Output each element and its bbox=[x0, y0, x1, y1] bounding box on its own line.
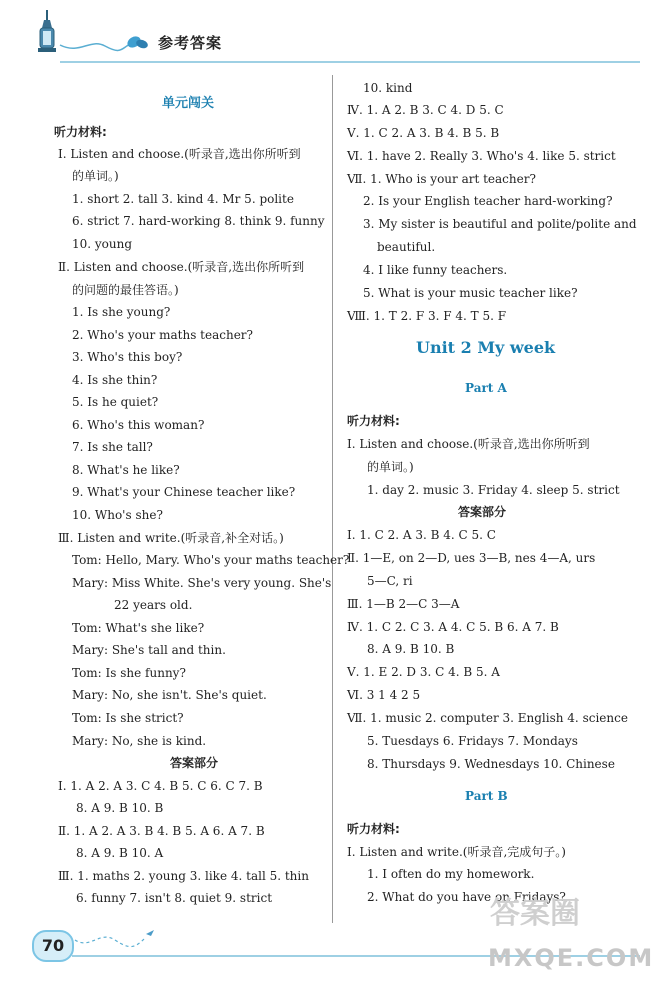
text-line: Mary: Miss White. She's very young. She's bbox=[72, 576, 332, 590]
answer-line: Ⅳ. 1. C 2. C 3. A 4. C 5. B 6. A 7. B bbox=[347, 620, 559, 634]
text-line: Ⅰ. Listen and choose.(听录音,选出你所听到 bbox=[58, 147, 301, 161]
butterfly-icon bbox=[125, 34, 149, 50]
answer-line: 8. A 9. B 10. B bbox=[367, 642, 455, 656]
answer-line: 5—C, ri bbox=[367, 574, 413, 588]
page-number: 70 bbox=[32, 930, 74, 962]
answer-line: Ⅰ. 1. A 2. A 3. C 4. B 5. C 6. C 7. B bbox=[58, 779, 263, 793]
text-line: 的问题的最佳答语。) bbox=[72, 283, 179, 297]
text-line: 2. What do you have on Fridays? bbox=[367, 890, 566, 904]
answer-line: Ⅲ. 1—B 2—C 3—A bbox=[347, 597, 460, 611]
listening-label: 听力材料: bbox=[347, 414, 400, 428]
header-title: 参考答案 bbox=[158, 34, 223, 52]
text-line: Tom: What's she like? bbox=[72, 621, 205, 635]
text-line: 5. Is he quiet? bbox=[72, 395, 159, 409]
text-line: Tom: Is she funny? bbox=[72, 666, 186, 680]
listening-label: 听力材料: bbox=[347, 822, 400, 836]
answer-line: Ⅲ. 1. maths 2. young 3. like 4. tall 5. thin bbox=[58, 869, 309, 883]
text-line: Mary: No, she is kind. bbox=[72, 734, 207, 748]
text-line: 6. strict 7. hard-working 8. think 9. funny bbox=[72, 214, 325, 228]
text-line: 4. I like funny teachers. bbox=[363, 263, 508, 277]
header-decoration bbox=[0, 0, 663, 70]
page-header bbox=[0, 0, 663, 70]
text-line: 的单词。) bbox=[367, 460, 414, 474]
text-line: 9. What's your Chinese teacher like? bbox=[72, 485, 296, 499]
watermark: MXQE.COM bbox=[488, 944, 655, 972]
text-line: Ⅷ. 1. T 2. F 3. F 4. T 5. F bbox=[347, 309, 507, 323]
bird-icon bbox=[146, 930, 154, 936]
text-line: beautiful. bbox=[377, 240, 436, 254]
text-line: 8. What's he like? bbox=[72, 463, 180, 477]
text-line: Ⅰ. Listen and choose.(听录音,选出你所听到 bbox=[347, 437, 590, 451]
text-line: 5. What is your music teacher like? bbox=[363, 286, 578, 300]
answer-line: Ⅱ. 1—E, on 2—D, ues 3—B, nes 4—A, urs bbox=[347, 551, 596, 565]
answer-line: Ⅵ. 3 1 4 2 5 bbox=[347, 688, 421, 702]
part-b-title: Part B bbox=[465, 789, 508, 803]
text-line: 的单词。) bbox=[72, 169, 119, 183]
text-line: 3. My sister is beautiful and polite/polite and bbox=[363, 217, 637, 231]
column-divider bbox=[332, 75, 333, 923]
answer-line: Ⅶ. 1. music 2. computer 3. English 4. science bbox=[347, 711, 628, 725]
unit-title: 单元闯关 bbox=[162, 96, 215, 111]
text-line: Mary: She's tall and thin. bbox=[72, 643, 226, 657]
text-line: Mary: No, she isn't. She's quiet. bbox=[72, 688, 267, 702]
text-line: Tom: Is she strict? bbox=[72, 711, 184, 725]
text-line: 6. Who's this woman? bbox=[72, 418, 205, 432]
text-line: 1. short 2. tall 3. kind 4. Mr 5. polite bbox=[72, 192, 294, 206]
answer-line: 8. Thursdays 9. Wednesdays 10. Chinese bbox=[367, 757, 615, 771]
text-line: Ⅲ. Listen and write.(听录音,补全对话。) bbox=[58, 531, 284, 545]
text-line: Ⅶ. 1. Who is your art teacher? bbox=[347, 172, 536, 186]
text-line: Ⅴ. 1. C 2. A 3. B 4. B 5. B bbox=[347, 126, 500, 140]
text-line: 3. Who's this boy? bbox=[72, 350, 183, 364]
text-line: 1. day 2. music 3. Friday 4. sleep 5. strict bbox=[367, 483, 620, 497]
watermark-cn: 答案圈 bbox=[490, 896, 580, 931]
answer-line: 5. Tuesdays 6. Fridays 7. Mondays bbox=[367, 734, 578, 748]
text-line: Ⅵ. 1. have 2. Really 3. Who's 4. like 5. strict bbox=[347, 149, 616, 163]
unit2-title: Unit 2 My week bbox=[416, 338, 556, 357]
text-line: Ⅳ. 1. A 2. B 3. C 4. D 5. C bbox=[347, 103, 504, 117]
text-line: 1. Is she young? bbox=[72, 305, 171, 319]
answer-line: Ⅰ. 1. C 2. A 3. B 4. C 5. C bbox=[347, 528, 496, 542]
text-line: 22 years old. bbox=[114, 598, 193, 612]
answers-title: 答案部分 bbox=[170, 756, 219, 770]
text-line: Ⅱ. Listen and choose.(听录音,选出你所听到 bbox=[58, 260, 305, 274]
text-line: 4. Is she thin? bbox=[72, 373, 158, 387]
text-line: 2. Who's your maths teacher? bbox=[72, 328, 253, 342]
text-line: 7. Is she tall? bbox=[72, 440, 153, 454]
answer-line: 8. A 9. B 10. A bbox=[76, 846, 164, 860]
text-line: Tom: Hello, Mary. Who's your maths teacher? bbox=[72, 553, 350, 567]
text-line: 10. young bbox=[72, 237, 133, 251]
listening-label: 听力材料: bbox=[54, 125, 107, 139]
text-line: Ⅰ. Listen and write.(听录音,完成句子。) bbox=[347, 845, 566, 859]
text-line: 2. Is your English teacher hard-working? bbox=[363, 194, 613, 208]
answer-line: Ⅴ. 1. E 2. D 3. C 4. B 5. A bbox=[347, 665, 500, 679]
text-line: 1. I often do my homework. bbox=[367, 867, 535, 881]
part-a-title: Part A bbox=[465, 381, 507, 395]
answer-line: 6. funny 7. isn't 8. quiet 9. strict bbox=[76, 891, 273, 905]
answers-title: 答案部分 bbox=[458, 505, 507, 519]
text-line: 10. Who's she? bbox=[72, 508, 163, 522]
text-line: 10. kind bbox=[363, 81, 413, 95]
lantern-icon bbox=[38, 10, 56, 52]
answer-line: Ⅱ. 1. A 2. A 3. B 4. B 5. A 6. A 7. B bbox=[58, 824, 265, 838]
answer-line: 8. A 9. B 10. B bbox=[76, 801, 164, 815]
